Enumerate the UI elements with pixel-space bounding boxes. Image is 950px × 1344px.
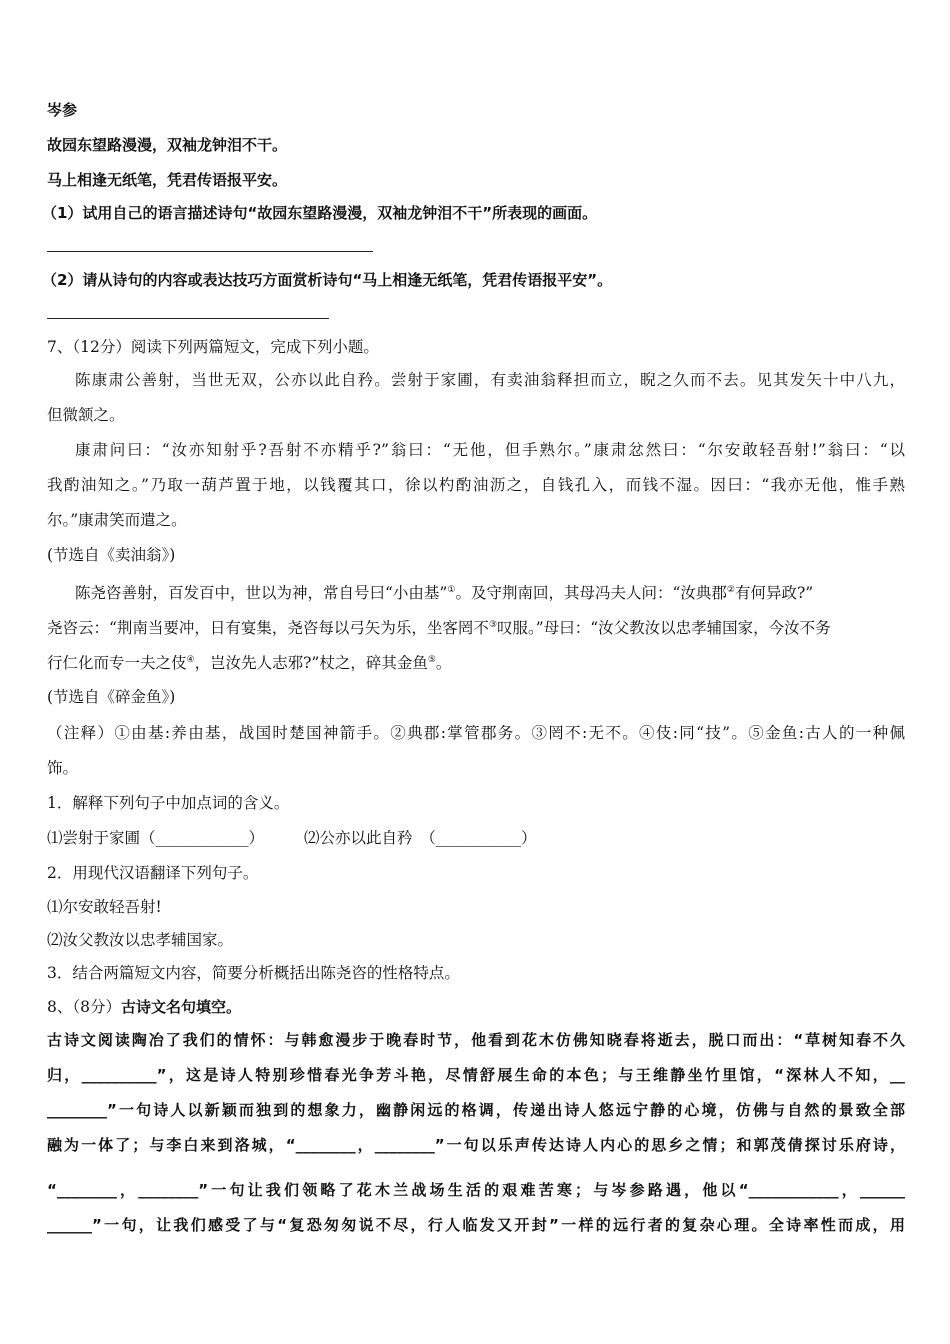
notes-line: 饰。 [47,759,79,777]
q8-line: 归，__________”，这是诗人特别珍惜春光争芳斗艳，尽情舒展生命的本色；与王维静坐竹里馆，“深林人不知，__ [47,1066,905,1084]
answer-line-1 [47,251,373,252]
text: 。 [435,654,452,673]
q8-line: “________，________”一句让我们领略了花木兰战场生活的艰难苦寒；与岑参路遇，他以“____________，______ [47,1181,905,1199]
footnote-mark: ⑤ [427,655,436,665]
poem-author: 岑参 [47,101,78,119]
sub-question-2b: ⑵汝父教汝以忠孝辅国家。 [47,931,234,949]
footnote-mark: ② [726,585,735,595]
q8-number: 8、（8分） [47,998,121,1016]
sub-question-1-items [47,828,905,848]
passage1-line: 我酌油知之。”乃取一葫芦置于地，以钱覆其口，徐以杓酌油沥之，自钱孔入，而钱不湿。因曰：“我亦无他，惟手熟 [47,476,905,494]
blank-item-1[interactable]: ⑴尝射于家圃（____________） [47,829,265,847]
text: 尧咨云：“荆南当要冲，日有宴集，尧咨每以弓矢为乐，坐客罔不 [47,619,489,638]
answer-line-2 [47,318,329,319]
sub-question-3: 3．结合两篇短文内容，简要分析概括出陈尧咨的性格特点。 [47,964,460,982]
text: ，岂汝先人志邪?”杖之，碎其金鱼 [194,654,428,673]
source-1: (节选自《卖油翁》) [47,546,176,564]
passage2-line [75,580,905,603]
text: 有何异政?” [734,584,814,603]
blank-item-2[interactable]: ⑵公亦以此自矜 （___________） [304,829,537,847]
q8-line: ________”一句诗人以新颖而独到的想象力，幽静闲远的格调，传递出诗人悠远宁静的心境，仿佛与自然的景致全部 [47,1101,905,1119]
passage1-line: 但微颔之。 [47,406,125,424]
source-2: (节选自《碎金鱼》) [47,688,176,706]
sub-question-1: 1．解释下列句子中加点词的含义。 [47,794,290,812]
text: 。及守荆南回，其母冯夫人问：“汝典郡 [455,584,727,603]
passage2-line [47,650,905,673]
notes-line: （注释）①由基:养由基，战国时楚国神箭手。②典郡:掌管郡务。③罔不:无不。④伎:同“技”。⑤金鱼:古人的一种佩 [47,724,905,742]
poem-question-1: （1）试用自己的语言描述诗句“故园东望路漫漫，双袖龙钟泪不干”所表现的画面。 [42,204,598,222]
q7-title: 7、（12分）阅读下列两篇短文，完成下列小题。 [47,338,379,356]
passage2-line [47,615,905,638]
sub-question-2a: ⑴尔安敢轻吾射! [47,898,162,916]
text: 陈尧咨善射，百发百中，世以为神，常自号曰“小由基” [75,584,448,603]
footnote-mark: ④ [186,655,195,665]
q8-heading: 古诗文名句填空。 [120,998,241,1016]
q8-line: 融为一体了；与李白来到洛城，“________，________”一句以乐声传达诗人内心的思乡之情；和郭茂倩探讨乐府诗， [47,1136,905,1154]
footnote-mark: ① [447,585,456,595]
q8-line: ______”一句，让我们感受了与“复恐匆匆说不尽，行人临发又开封”一样的远行者的复杂心理。全诗率性而成，用 [47,1216,905,1234]
poem-line-1: 故园东望路漫漫，双袖龙钟泪不干。 [47,136,288,154]
text: 叹服。”母曰：“汝父教汝以忠孝辅国家，今汝不务 [497,619,831,638]
passage1-line: 尔。”康肃笑而遣之。 [47,511,187,529]
q8-line: 古诗文阅读陶冶了我们的情怀：与韩愈漫步于晚春时节，他看到花木仿佛知晓春将逝去，脱口而出：“草树知春不久 [47,1031,905,1049]
passage1-line: 康肃问曰：“汝亦知射乎?吾射不亦精乎?”翁曰：“无他，但手熟尔。”康肃忿然曰：“尔安敢轻吾射!”翁曰：“以 [75,441,905,459]
sub-question-2: 2．用现代汉语翻译下列句子。 [47,864,259,882]
poem-line-2: 马上相逢无纸笔，凭君传语报平安。 [47,171,288,189]
footnote-mark: ③ [488,620,498,630]
poem-question-2: （2）请从诗句的内容或表达技巧方面赏析诗句“马上相逢无纸笔，凭君传语报平安”。 [42,271,613,289]
text: 行仁化而专一夫之伎 [47,654,187,673]
q8-title [47,997,905,1017]
passage1-line: 陈康肃公善射，当世无双，公亦以此自矜。尝射于家圃，有卖油翁释担而立，睨之久而不去。见其发矢十中八九， [75,371,905,389]
